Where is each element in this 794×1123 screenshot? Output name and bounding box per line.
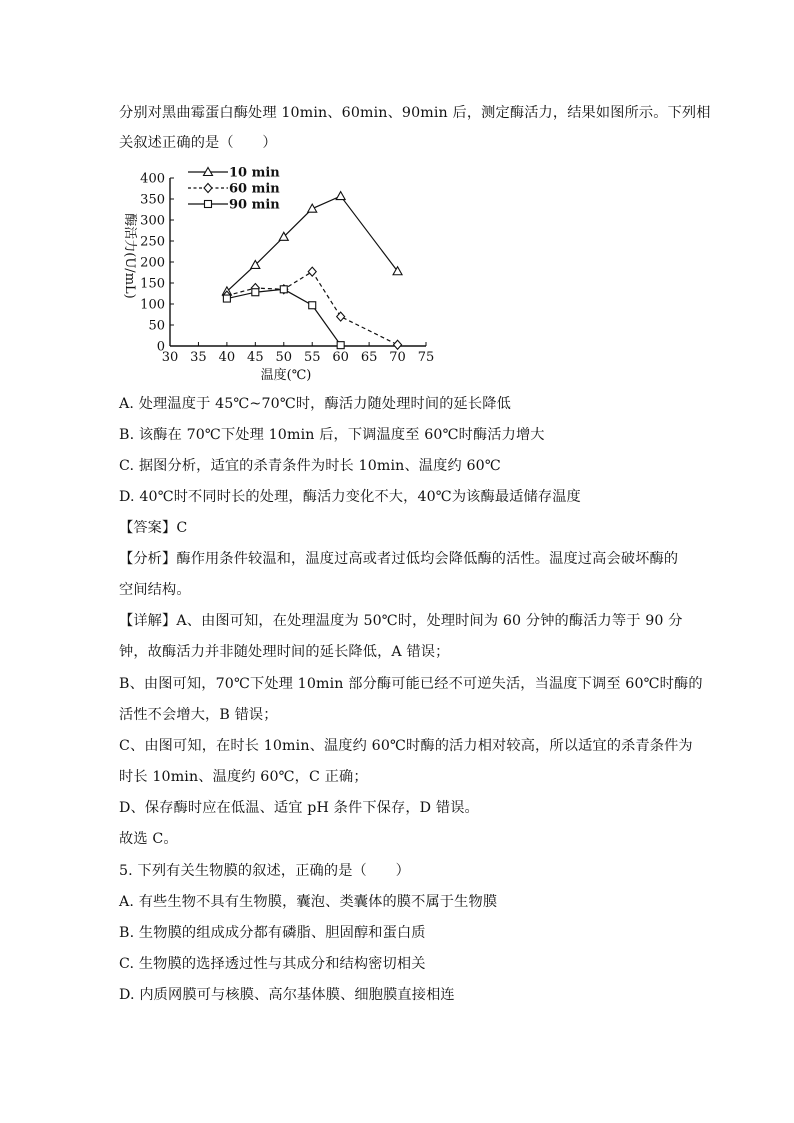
x-tick-label: 40 (218, 350, 236, 365)
y-tick-label: 300 (140, 213, 165, 229)
question-text-line1: 分别对黑曲霉蛋白酶处理 10min、60min、90min 后，测定酶活力，结果如图所示。下列相 (119, 105, 711, 121)
detail-line6: 时长 10min、温度约 60℃，C 正确； (119, 769, 368, 785)
data-point (337, 312, 345, 321)
question5-option-a: A. 有些生物不具有生物膜，囊泡、类囊体的膜不属于生物膜 (119, 894, 498, 910)
option-b: B. 该酶在 70℃下处理 10min 后，下调温度至 60℃时酶活力增大 (119, 427, 545, 443)
data-point (309, 302, 316, 309)
y-tick-label: 400 (140, 171, 165, 187)
question5-option-c: C. 生物膜的选择透过性与其成分和结构密切相关 (119, 956, 426, 972)
x-tick-label: 55 (303, 350, 321, 365)
x-tick-label: 45 (247, 350, 264, 365)
y-axis-label: 酶活力(U/mL) (122, 213, 137, 299)
data-point (223, 295, 230, 302)
y-tick-label: 100 (140, 297, 165, 313)
legend-label: 10 min (229, 165, 280, 181)
data-point (308, 204, 317, 212)
x-tick-label: 30 (161, 350, 179, 365)
analysis-line2: 空间结构。 (119, 582, 191, 598)
question5-option-b: B. 生物膜的组成成分都有磷脂、胆固醇和蛋白质 (119, 925, 426, 941)
detail-line2: 钟，故酶活力并非随处理时间的延长降低，A 错误； (119, 644, 450, 660)
option-d: D. 40℃时不同时长的处理，酶活力变化不大，40℃为该酶最适储存温度 (119, 489, 581, 505)
detail-line1: 【详解】A、由图可知，在处理温度为 50℃时，处理时间为 60 分钟的酶活力等于 90 分 (119, 613, 683, 629)
detail-line4: 活性不会增大，B 错误； (119, 707, 278, 723)
data-point (336, 192, 345, 200)
data-point (308, 267, 316, 276)
legend-marker (204, 184, 212, 193)
detail-line8: 故选 C。 (119, 831, 178, 847)
x-tick-label: 75 (417, 350, 435, 365)
legend-label: 60 min (229, 181, 280, 197)
x-tick-label: 35 (190, 350, 207, 365)
legend-label: 90 min (229, 197, 280, 213)
series-line (227, 289, 341, 345)
x-tick-label: 50 (275, 350, 293, 365)
y-tick-label: 250 (140, 234, 165, 250)
y-tick-label: 350 (140, 192, 165, 208)
answer-text: 【答案】C (119, 520, 188, 536)
y-tick-label: 0 (156, 339, 165, 355)
data-point (337, 342, 344, 349)
option-c: C. 据图分析，适宜的杀青条件为时长 10min、温度约 60℃ (119, 458, 501, 474)
x-tick-label: 70 (389, 350, 406, 365)
y-tick-label: 200 (140, 255, 165, 271)
detail-line7: D、保存酶时应在低温、适宜 pH 条件下保存，D 错误。 (119, 800, 479, 816)
legend-marker (205, 201, 212, 208)
x-tick-label: 60 (332, 350, 349, 365)
analysis-line1: 【分析】酶作用条件较温和，温度过高或者过低均会降低酶的活性。温度过高会破坏酶的 (119, 551, 679, 567)
y-tick-label: 50 (148, 318, 165, 334)
detail-line5: C、由图可知，在时长 10min、温度约 60℃时酶的活力相对较高，所以适宜的杀青条件为 (119, 738, 693, 754)
detail-line3: B、由图可知，70℃下处理 10min 部分酶可能已经不可逆失活，当温度下调至 60℃时酶的 (119, 676, 703, 692)
question5-option-d: D. 内质网膜可与核膜、高尔基体膜、细胞膜直接相连 (119, 987, 455, 1003)
chart-svg (116, 160, 446, 388)
option-a: A. 处理温度于 45℃~70℃时，酶活力随处理时间的延长降低 (119, 396, 511, 412)
question-text-line2: 关叙述正确的是（ ） (119, 135, 277, 151)
data-point (280, 286, 287, 293)
x-tick-label: 65 (360, 350, 378, 365)
data-point (394, 340, 402, 349)
question5-stem: 5. 下列有关生物膜的叙述，正确的是（ ） (119, 863, 410, 879)
series-2 (223, 286, 344, 349)
y-tick-label: 150 (140, 276, 165, 292)
x-axis-label: 温度(℃) (260, 368, 312, 383)
enzyme-activity-chart (116, 160, 446, 388)
data-point (252, 289, 259, 296)
